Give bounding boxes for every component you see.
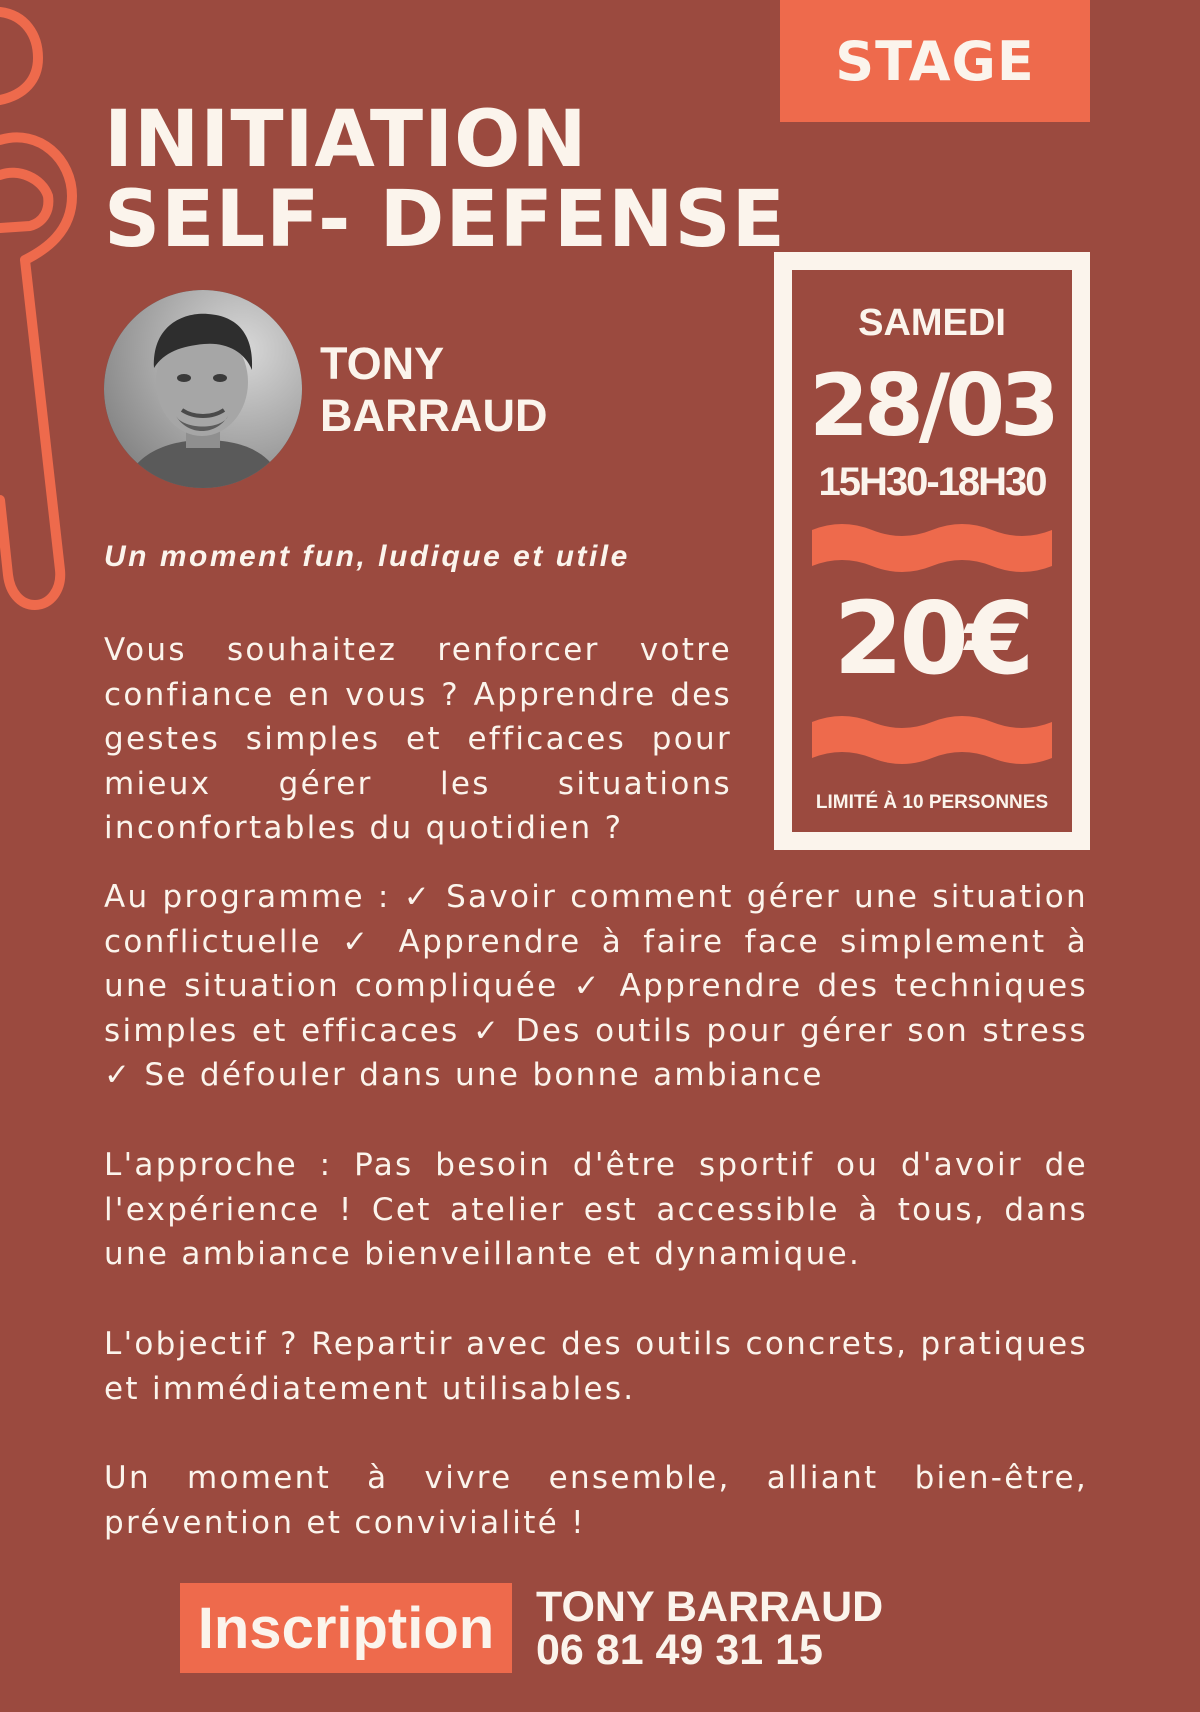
event-title bbox=[104, 95, 786, 265]
programme-paragraph: Au programme : ✓ Savoir comment gérer une situation conflictuelle ✓ Apprendre à faire face simplement à une situation compliquée ✓ Apprendre des techniques simples et efficaces ✓ Des outils pour gérer son stress ✓ Se défouler dans une bonne ambiance bbox=[104, 879, 1088, 1093]
approach-paragraph: L'approche : Pas besoin d'être sportif ou d'avoir de l'expérience ! Cet atelier est accessible à tous, dans une ambiance bienveillante et dynamique. bbox=[104, 1147, 1088, 1272]
title-line-1: INITIATION bbox=[104, 95, 588, 185]
objective-paragraph: L'objectif ? Repartir avec des outils concrets, pratiques et immédiatement utilisables. bbox=[104, 1326, 1088, 1407]
closing-paragraph: Un moment à vivre ensemble, alliant bien-être, prévention et convivialité ! bbox=[104, 1460, 1088, 1541]
contact-info bbox=[536, 1583, 884, 1674]
event-day: SAMEDI bbox=[858, 302, 1006, 344]
contact-phone: 06 81 49 31 15 bbox=[536, 1626, 823, 1674]
coach-last-name: BARRAUD bbox=[320, 390, 548, 441]
coach-first-name: TONY bbox=[320, 338, 445, 389]
tagline: Un moment fun, ludique et utile bbox=[104, 540, 630, 573]
coach-name bbox=[320, 338, 547, 442]
stage-badge: STAGE bbox=[780, 0, 1090, 122]
portrait-image bbox=[104, 290, 302, 488]
wrench-icon bbox=[0, 0, 110, 640]
event-date: 28/03 bbox=[809, 356, 1055, 456]
signup-label: Inscription bbox=[180, 1583, 512, 1673]
participant-limit: LIMITÉ À 10 PERSONNES bbox=[815, 792, 1049, 813]
intro-paragraph: Vous souhaitez renforcer votre confiance en vous ? Apprendre des gestes simples et efficaces pour mieux gérer les situations inconfortables du quotidien ? bbox=[104, 632, 732, 846]
event-time: 15H30-18H30 bbox=[818, 460, 1046, 504]
wave-icon bbox=[812, 518, 1052, 578]
contact-name: TONY BARRAUD bbox=[536, 1583, 884, 1631]
event-info-box bbox=[774, 252, 1090, 850]
title-line-2: SELF- DEFENSE bbox=[104, 175, 786, 265]
wave-icon bbox=[812, 710, 1052, 770]
coach-photo bbox=[104, 290, 302, 488]
event-price: 20€ bbox=[833, 580, 1031, 697]
